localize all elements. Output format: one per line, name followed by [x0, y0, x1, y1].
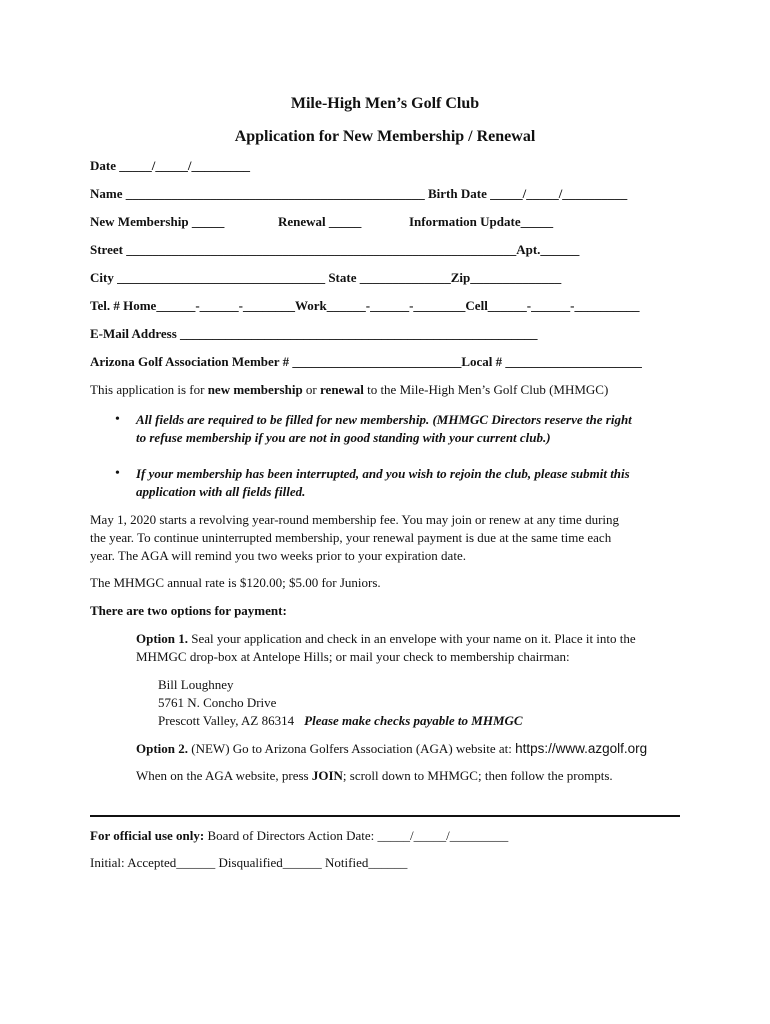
option1-line2: MHMGC drop-box at Antelope Hills; or mail your check to membership chairman: — [136, 649, 570, 664]
intro-renewal: renewal — [320, 382, 364, 397]
new-membership-field[interactable]: New Membership _____ — [90, 214, 225, 229]
bullet2-line2: application with all fields filled. — [136, 484, 306, 499]
address-name: Bill Loughney — [158, 677, 234, 692]
option2-label: Option 2. — [136, 741, 189, 756]
telephone-field[interactable]: Tel. # Home______-______-________Work______-______-________Cell______-______-__________ — [90, 298, 640, 313]
option1-text: Seal your application and check in an envelope with your name on it. Place it into the — [188, 631, 636, 646]
official-status-line: Initial: Accepted______ Disqualified______ Notified______ — [90, 855, 408, 870]
fee-paragraph-line3: year. The AGA will remind you two weeks prior to your expiration date. — [90, 548, 466, 563]
aga-instructions-post: ; scroll down to MHMGC; then follow the prompts. — [342, 768, 613, 783]
address-city: Prescott Valley, AZ 86314 — [158, 713, 295, 728]
bullet1-line2: to refuse membership if you are not in good standing with your current club.) — [136, 430, 551, 445]
bullet1-line1: All fields are required to be filled for new membership. (MHMGC Directors reserve the right — [136, 412, 632, 427]
bullet2-line1: If your membership has been interrupted, and you wish to rejoin the club, please submit this — [136, 466, 630, 481]
city-state-zip-field[interactable]: City ________________________________ State ______________Zip______________ — [90, 270, 562, 285]
email-field[interactable]: E-Mail Address _______________________________________________________ — [90, 326, 538, 341]
intro-pre: This application is for — [90, 382, 208, 397]
form-title: Mile-High Men’s Golf Club — [290, 95, 480, 112]
join-keyword: JOIN — [311, 768, 343, 783]
information-update-field[interactable]: Information Update_____ — [409, 214, 554, 229]
option1-line1 — [136, 632, 636, 647]
street-field[interactable]: Street ____________________________________________________________Apt.______ — [90, 242, 580, 257]
bullet-icon: • — [115, 466, 120, 481]
address-city-line — [158, 714, 523, 729]
option2-line — [136, 741, 647, 757]
intro-text — [90, 383, 608, 398]
official-divider — [90, 815, 680, 817]
aga-member-field[interactable]: Arizona Golf Association Member # __________________________Local # _____________________ — [90, 354, 642, 369]
date-field[interactable]: Date _____/_____/_________ — [90, 158, 250, 173]
payment-heading: There are two options for payment: — [90, 603, 287, 618]
option1-label: Option 1. — [136, 631, 189, 646]
name-birthdate-field[interactable]: Name ______________________________________________ Birth Date _____/_____/__________ — [90, 186, 628, 201]
bullet-icon: • — [115, 412, 120, 427]
option2-text: (NEW) Go to Arizona Golfers Association (AGA) website at: — [188, 741, 516, 756]
board-action-date: Board of Directors Action Date: _____/_____/_________ — [204, 828, 509, 843]
fee-paragraph-line1: May 1, 2020 starts a revolving year-round membership fee. You may join or renew at any time during — [90, 512, 620, 527]
address-street: 5761 N. Concho Drive — [158, 695, 277, 710]
intro-or: or — [302, 382, 321, 397]
payable-note: Please make checks payable to MHMGC — [304, 713, 523, 728]
form-subtitle: Application for New Membership / Renewal — [234, 128, 536, 145]
annual-rate: The MHMGC annual rate is $120.00; $5.00 for Juniors. — [90, 575, 381, 590]
fee-paragraph-line2: the year. To continue uninterrupted membership, your renewal payment is due at the same time each — [90, 530, 612, 545]
aga-website-link[interactable]: https://www.azgolf.org — [515, 741, 648, 756]
official-use-label: For official use only: — [90, 828, 205, 843]
intro-new-membership: new membership — [207, 382, 303, 397]
aga-instructions — [136, 769, 613, 784]
intro-post: to the Mile-High Men’s Golf Club (MHMGC) — [363, 382, 609, 397]
renewal-field[interactable]: Renewal _____ — [278, 214, 362, 229]
aga-instructions-pre: When on the AGA website, press — [136, 768, 312, 783]
official-use-line — [90, 829, 508, 844]
